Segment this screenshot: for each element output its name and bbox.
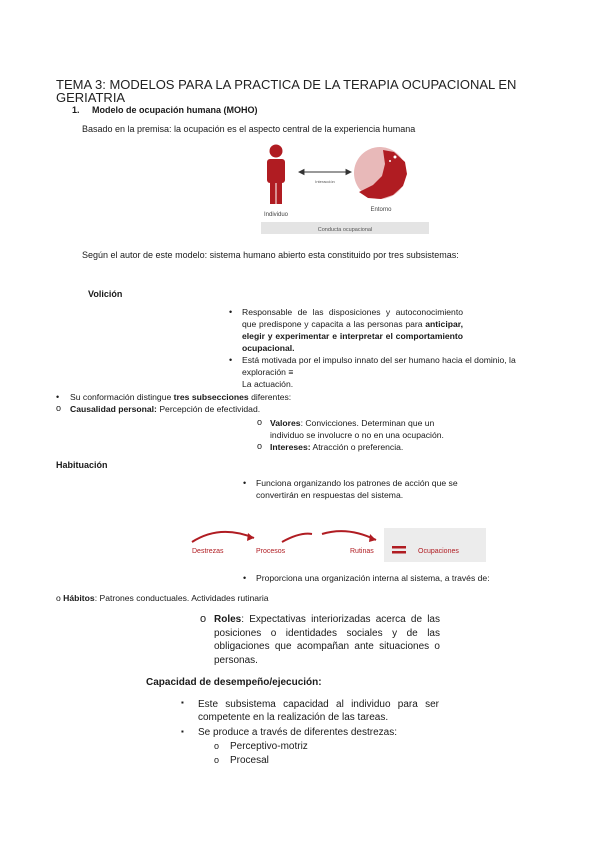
habituacion-bullet-1: Funciona organizando los patrones de acción que se convertirán en respuestas del sistema. <box>256 478 458 500</box>
volicion-bullet-2-line2: La actuación. <box>242 379 294 389</box>
volicion-bullet-2-line1: Está motivada por el impulso innato del ser humano hacia el dominio, la exploración <box>242 355 516 377</box>
volicion-bullet-1 <box>242 306 463 354</box>
interaction-label: Interacción <box>315 179 335 184</box>
habituacion-bullet-2: Proporciona una organización interna al sistema, a través de: <box>256 573 490 583</box>
volicion-bullet-2-marker: • <box>229 355 233 365</box>
volicion-bullet-1-bold: anticipar, elegir y experimentar e interpretar el comportamiento ocupacional. <box>242 319 464 353</box>
flow-step-rutinas: Rutinas <box>350 548 374 555</box>
habituacion-heading: Habituación <box>56 460 108 470</box>
habitos-text: o Hábitos: Patrones conductuales. Actividades rutinaria <box>56 593 269 603</box>
section-heading <box>72 105 258 116</box>
flow-step-destrezas: Destrezas <box>192 548 224 555</box>
capacidad-sub-1-marker: o <box>214 741 220 751</box>
volicion-heading: Volición <box>88 289 123 299</box>
page-title: TEMA 3: MODELOS PARA LA PRACTICA DE LA TERAPIA OCUPACIONAL EN GERIATRIA <box>56 77 517 105</box>
capacidad-sub-2-marker: o <box>214 755 220 765</box>
conformacion-marker: • <box>56 392 60 402</box>
arrowhead-2 <box>369 534 376 542</box>
habituacion-bullet-1-marker: • <box>243 478 247 488</box>
causalidad-text: Causalidad personal: Percepción de efectividad. <box>70 404 261 414</box>
roles-text: Roles: Expectativas interiorizadas acerca de las posiciones o identidades sociales y de las obligaciones que acompañan ante situaciones o personas. <box>214 614 440 666</box>
capacidad-sub-2: Procesal <box>230 755 269 766</box>
intereses-text: Intereses: Atracción o preferencia. <box>270 442 404 452</box>
intro-text: Basado en la premisa: la ocupación es el aspecto central de la experiencia humana <box>82 124 416 134</box>
causalidad-marker: o <box>56 403 62 413</box>
arrow-destrezas-procesos <box>192 532 254 542</box>
volicion-bullet-2 <box>242 354 552 378</box>
volicion-bullet-1-marker: • <box>229 307 233 317</box>
capacidad-bullet-2: Se produce a través de diferentes destrezas: <box>198 727 398 738</box>
habitos-marker: o <box>56 593 64 603</box>
habituation-flow-diagram <box>180 522 486 562</box>
volicion-bullet-1-text: Responsable de las disposiciones y autoconocimiento que predispone y capacita a las personas para <box>242 307 463 329</box>
arrow-procesos-tail <box>282 534 312 542</box>
conduct-bar-label: Conducta ocupacional <box>317 227 373 233</box>
capacidad-bullet-1: Este subsistema capacidad al individuo para ser competente en la realización de las tareas. <box>198 699 439 723</box>
individual-person-icon <box>267 145 285 205</box>
environment-circle-icon <box>354 147 407 199</box>
subsystems-intro: Según el autor de este modelo: sistema humano abierto esta constituido por tres subsistemas: <box>82 250 459 260</box>
conformacion-text: Su conformación distingue tres subsecciones diferentes: <box>70 392 292 402</box>
intereses-marker: o <box>257 441 263 451</box>
section-title: Modelo de ocupación humana (MOHO) <box>92 105 258 115</box>
habituacion-bullet-2-marker: • <box>243 573 247 583</box>
occupations-box <box>384 528 486 562</box>
flow-step-procesos: Procesos <box>256 548 286 555</box>
moho-diagram <box>255 140 433 240</box>
section-number: 1. <box>72 105 80 115</box>
capacidad-heading: Capacidad de desempeño/ejecución: <box>146 677 322 688</box>
volicion-bullet-2-mark: ≡ <box>288 367 294 377</box>
capacidad-sub-1: Perceptivo-motriz <box>230 741 308 752</box>
flow-step-ocupaciones: Ocupaciones <box>418 548 459 555</box>
roles-marker: o <box>200 613 207 625</box>
valores-text: Valores: Convicciones. Determinan que un individuo se involucre o no en una ocupación. <box>270 418 444 440</box>
environment-label: Entorno <box>370 207 392 213</box>
arrow-to-rutinas <box>322 531 376 540</box>
individual-label: Individuo <box>263 212 289 218</box>
capacidad-bullet-1-marker: ▪ <box>181 698 184 707</box>
interaction-arrow-icon <box>299 170 351 175</box>
capacidad-bullet-2-marker: ▪ <box>181 727 184 736</box>
valores-marker: o <box>257 417 263 427</box>
